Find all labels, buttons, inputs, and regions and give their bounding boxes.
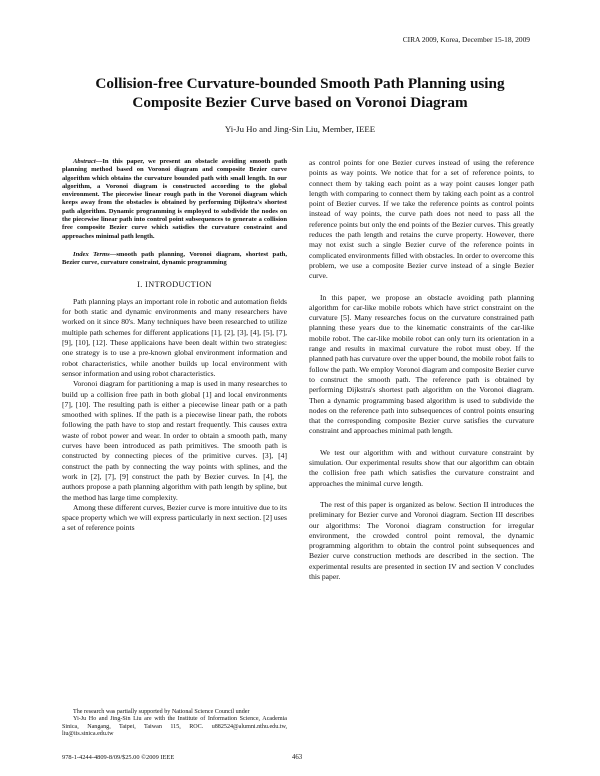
authors: Yi-Ju Ho and Jing-Sin Liu, Member, IEEE	[224, 124, 376, 134]
footnote-affiliation: Yi-Ju Ho and Jing-Sin Liu are with the Institute of Information Science, Academia Sinica, Nangang, Taipei, Taiwan 115, ROC. u882524@alumni.nthu.edu.tw, liu@iis.sinica.edu.tw	[62, 716, 287, 737]
abstract-text: In this paper, we present an obstacle avoiding smooth path planning method based on Voronoi diagram and composite Bezier curve algorithm which obtains the curvature bounded path with small length. In our algorithm, a Voronoi diagram is constructed according to the global environment. The piecewise linear rough path in the Voronoi diagram which keeps away from the obstacles is obtained by performing Dijkstra's shortest path algorithm. Dynamic programming is employed to subdivide the nodes on the piecewise linear path into control point subsequences to generate a collision free composite Bezier curve which satisfies the curvature constraint and approaches minimal path length.	[62, 158, 287, 240]
page-number: 463	[292, 754, 303, 761]
index-terms-lead: Index Terms	[73, 250, 110, 258]
paragraph: Voronoi diagram for partitioning a map is used in many researches to build up a collision free path in both global [1] and local environments [7], [10]. The resulting path is either a piecewise linear path or a path smoothed with splines. If the path is a piecewise linear path, the robots following the path have to stop and restart frequently. This causes extra waste of robot power and wear. In order to obtain a smooth path, many curves have been introduced as path primitives. The smooth path is constructed by connecting pieces of the primitive curves. [3], [4] construct the path by connecting the way points with splines, and the work in [2], [7], [9] construct the path by Bezier curves. In [4], the authors propose a path planning algorithm with path length by spline, but the method has large time complexity.	[62, 379, 287, 502]
footnote	[62, 709, 287, 738]
abstract-lead: Abstract—	[73, 158, 103, 165]
paragraph: In this paper, we propose an obstacle avoiding path planning algorithm for car-like mobile robots which have strict constraint on the curvature [5]. Many researches focus on the curvature constrained path planning these years due to the kinematic constraints of the car-like mobile robot. The car-like mobile robot can only turn its orientation in a range and results in maximal curvature the robot must obey. If the planned path has curvature over the upper bound, the mobile robot fails to follow the path. We employ Voronoi diagram and composite Bezier curve to construct the smooth path. The reference path is obtained by performing Dijkstra's shortest path algorithm on the Voronoi diagram. Then a dynamic programming based algorithm is used to subdivide the nodes on the reference path into subsequences of control points ensuring that the corresponding composite Bezier curve satisfies the curvature constraint and approaches minimal path length.	[309, 292, 535, 436]
left-column	[62, 158, 287, 534]
isbn-copyright: 978-1-4244-4809-8/09/$25.00 ©2009 IEEE	[62, 754, 175, 761]
paragraph: Among these different curves, Bezier curve is more intuitive due to its space property which we will express particularly in next section. [2] uses a set of reference points	[62, 502, 287, 533]
paragraph: The rest of this paper is organized as below. Section II introduces the preliminary for Bezier curve and Voronoi diagram. Section III describes our algorithms: The Voronoi diagram construction for irregular environment, the crowded control point removal, the dynamic programming algorithm to obtain the control point subsequences and Bezier curve construction methods are described in the section. The experimental results are presented in section IV and section V concludes this paper.	[309, 499, 534, 581]
conference-header: CIRA 2009, Korea, December 15-18, 2009	[402, 35, 530, 44]
index-terms	[62, 251, 287, 268]
paragraph: as control points for one Bezier curves instead of using the reference points as way points. We notice that for a set of reference points, to connect them by taking each point as a way point causes longer path length with comparing to connect them by taking each point as a control point of Bezier curves. If we take the reference points as control points instead of way points, the curve path does not need to pass all the reference points but only the end points of the Bezier curves. This greatly reduces the path length and retains the curve property. However, there may not exist such a single Bezier curve of the reference points in complicated environments filled with obstacles. In order to overcome this problem, we use a composite Bezier curve instead of a single Bezier curve.	[309, 158, 534, 281]
paragraph: We test our algorithm with and without curvature constraint by simulation. Our experimental results show that our algorithm can obtain the collision free path which satisfies the curvature constraint and approaches the minimal curve length.	[309, 447, 534, 488]
index-terms-text: —smooth path planning, Voronoi diagram, shortest path, Bezier curve, curvature constraint, dynamic programming	[62, 250, 287, 267]
footnote-funding: The research was partially supported by National Science Council under	[73, 709, 250, 715]
abstract	[62, 158, 287, 241]
title-line-1: Collision-free Curvature-bounded Smooth Path Planning using	[95, 75, 505, 92]
section-heading-introduction: I. INTRODUCTION	[137, 279, 212, 289]
paragraph: Path planning plays an important role in robotic and automation fields for both static and dynamic environments and many researchers have worked on it since 80's. Many techniques have been researched to utilize multiple path schemes for different applications [1], [2], [3], [4], [5], [7], [9], [10], [12]. These applicaions have been dealt within two strategies: one strategy is to use a pre-known global environment information and robot characteristics, while another builds up local environment with sensor information and using robot characteristics.	[62, 296, 287, 378]
paper-title	[50, 74, 550, 112]
title-line-2: Composite Bezier Curve based on Voronoi Diagram	[132, 94, 468, 111]
right-column	[309, 158, 534, 582]
